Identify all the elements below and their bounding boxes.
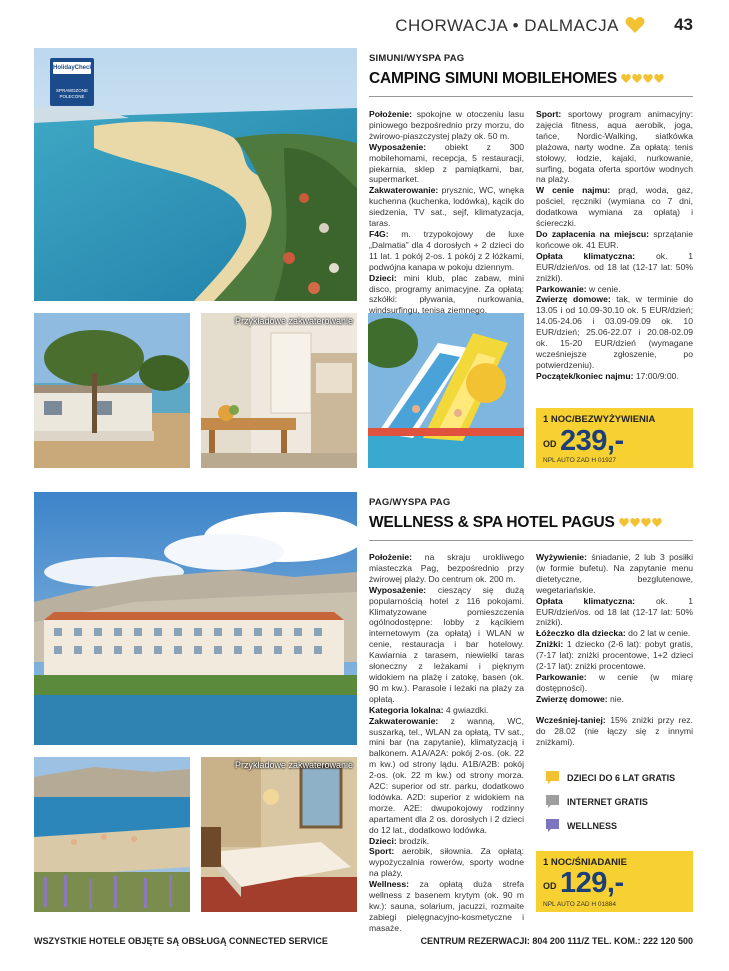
price-from: OD: [543, 439, 557, 449]
paragraph: Kategoria lokalna: 4 gwiazdki.: [369, 704, 489, 715]
price-from: OD: [543, 881, 557, 891]
hotel2-name: [369, 514, 663, 532]
hotel2-description-col1: [369, 552, 524, 934]
rating-hearts-icon: [619, 517, 663, 528]
paragraph: Zwierzę domowe: nie.: [536, 693, 624, 704]
page-number: 43: [674, 15, 693, 34]
hotel1-description-col1: [369, 109, 524, 316]
paragraph: Parkowanie: w cenie (w miarę dostępności).: [536, 671, 693, 693]
paragraph: Sport: sportowy program animacyjny: zajęcia fitness, aqua aerobik, joga, tańce, Nordic-Walking, siatkówka plażowa, narty wodne. Za opłatą: tenis stołowy, łodzie, kajaki, nurkowanie, surfing, bogata oferta sportów wodnych na plaży.: [536, 109, 693, 185]
paragraph: Do zapłacenia na miejscu: sprzątanie końcowe ok. 41 EUR.: [536, 228, 693, 250]
paragraph: Początek/koniec najmu: 17:00/9:00.: [536, 370, 679, 381]
badge-line1: SPRAWDZONE: [55, 88, 89, 93]
paragraph: Położenie: na skraju urokliwego miasteczka Pag, bezpośrednio przy żwirowej plaży. Do centrum ok. 200 m.: [369, 552, 524, 584]
hotel1-price-box: [536, 408, 693, 468]
internet-icon: [545, 794, 560, 809]
badge-brand: HolidayCheck: [53, 62, 91, 74]
paragraph: Zwierzę domowe: tak, w terminie do 13.05 i od 10.09-30.10 ok. 5 EUR/dzień; 14.05-24.06 i 03.09-09.09 ok. 10 EUR/dzień; 25.06-22.07 i 20.08-02.09 ok. 15-20 EUR/dzień (wymagane wcześniejsze zgłoszenie, po potwierdzeniu).: [536, 294, 694, 370]
hotel2-price-box: [536, 851, 693, 912]
price-code: NPL AUTO ZAD H 01927: [543, 457, 616, 464]
footer-left: WSZYSTKIE HOTELE OBJĘTE SĄ OBSŁUGĄ CONNECTED SERVICE: [34, 936, 328, 946]
price-amount: 129,-: [560, 867, 624, 899]
hotel1-region: SIMUNI/WYSPA PAG: [369, 53, 465, 64]
paragraph: Zniżki: 1 dziecko (2-6 lat): pobyt gratis, (7-17 lat): zniżki procentowe, 1+2 dzieci (2-17 lat): zniżki procentowe.: [536, 639, 693, 672]
paragraph: Opłata klimatyczna: ok. 1 EUR/dzień/os. od 18 lat (12-17 lat: 50% zniżki).: [536, 595, 693, 628]
paragraph: W cenie najmu: prąd, woda, gaz, pościel, ręczniki (wymiana co 7 dni, dodatkowa wymiana za opłatą) i ściereczki.: [536, 185, 693, 229]
hotel1-name: [369, 70, 665, 88]
price-amount: 239,-: [560, 425, 624, 457]
facility-kids-free: DZIECI DO 6 LAT GRATIS: [567, 773, 676, 783]
facility-internet: INTERNET GRATIS: [567, 797, 648, 807]
hotel1-aquapark-photo: [368, 313, 524, 468]
price-label: 1 NOC/BEZWYŻYWIENIA: [543, 414, 656, 425]
hotel1-mobilehome-photo: [34, 313, 190, 468]
holidaycheck-badge: [50, 58, 94, 106]
price-label: 1 NOC/ŚNIADANIE: [543, 857, 627, 868]
paragraph: Łóżeczko dla dziecka: do 2 lat w cenie.: [536, 628, 691, 639]
hotel1-rule: [369, 96, 693, 97]
hotel1-description-col2: [536, 109, 693, 382]
hotel1-photo-caption: Przykładowe zakwaterowanie: [234, 316, 353, 326]
wellness-icon: [545, 818, 560, 833]
heart-icon: [625, 16, 645, 34]
page-header-title: CHORWACJA • DALMACJA: [395, 16, 619, 35]
paragraph: Wellness: za opłatą duża strefa wellness z basenem krytym (ok. 90 m kw.): sauna, solarium, jacuzzi, rozmaite zabiegi pielęgnacyjno-kosmetyczne i masaże.: [369, 879, 524, 933]
paragraph: Wyżywienie: śniadanie, 2 lub 3 posiłki (w formie bufetu). Na zapytanie menu dietetyczne, bezglutenowe, wegetariańskie.: [536, 552, 693, 595]
hotel2-name-text: WELLNESS & SPA HOTEL PAGUS: [369, 514, 615, 531]
paragraph: F4G: m. trzypokojowy de luxe „Dalmatia” dla 4 dorosłych + 2 dzieci do 11 lat. 1 pokój 2-os. 1 pokój z 2 łóżkami, podwójna kanapa w pokoju dziennym.: [369, 228, 524, 272]
price-code: NPL AUTO ZAD H 01884: [543, 901, 616, 908]
hotel1-name-text: CAMPING SIMUNI MOBILEHOMES: [369, 70, 617, 87]
paragraph: Parkowanie: w cenie.: [536, 283, 621, 294]
paragraph: Opłata klimatyczna: ok. 1 EUR/dzień/os. od 18 lat (12-17 lat: 50% zniżki).: [536, 250, 693, 283]
footer-right: CENTRUM REZERWACJI: 804 200 111/Z TEL. KOM.: 222 120 500: [420, 936, 693, 946]
facility-wellness: WELLNESS: [567, 821, 618, 831]
paragraph: Wyposażenie: obiekt z 300 mobilehomami, recepcja, 5 restauracji, piekarnia, sklep z pamiątkami, bar, supermarket.: [369, 141, 524, 185]
paragraph: Dzieci: brodzik.: [369, 835, 430, 846]
hotel1-interior-photo: [201, 313, 357, 468]
hotel2-rule: [369, 540, 693, 541]
hotel2-beach-photo: [34, 757, 190, 912]
rating-hearts-icon: [621, 73, 665, 84]
paragraph: Zakwaterowanie: z wanną, WC, suszarką, tel., WLAN za opłatą, TV sat., mini bar (na zapytanie), klimatyzacją i balkonem. A1A/A2A: pokój 2-os. (ok. 22 m kw.) od strony lądu. A1B/A2B: pokój 2-os. (ok. 22 m kw.) od strony morza. A2C: superior od str. parku, dodatkowo lodówka. A2D: superior z widokiem na morze. A2E: dwupokojowy rodzinny apartament dla 2 os. dorosłych i 2 dzieci do 12 lat., dodatkowo lodówka.: [369, 715, 524, 835]
hotel2-description-col2: [536, 552, 693, 747]
paragraph: Wcześniej-taniej: 15% zniżki przy rez. do 28.02 (nie łączy się z innymi zniżkami).: [536, 714, 693, 747]
badge-line2: POLECONE: [59, 94, 85, 99]
paragraph: Sport: aerobik, siłownia. Za opłatą: wypożyczalnia rowerów, sporty wodne na plaży.: [369, 846, 524, 879]
hotel2-photo-caption: Przykładowe zakwaterowanie: [234, 760, 353, 770]
paragraph: Wyposażenie: cieszący się dużą popularnością hotel z 116 pokojami. Klimatyzowane pomieszczenia ogólnodostępne: lobby z kącikiem internetowym (za opłatą) i WLAN w cenie, restauracja i bar hotelowy. Kawiarnia z tarasem, niewielki taras słoneczny z leżakami i pięknym widokiem na plażę i zatokę, basen (ok. 90 m kw.). Parasole i leżaki na plaży za opłatą.: [369, 584, 524, 704]
hotel2-main-photo: [34, 492, 357, 745]
hotel2-room-photo: [201, 757, 357, 912]
kids-free-icon: [545, 770, 560, 785]
paragraph: Dzieci: mini klub, plac zabaw, mini disco, programy animacyjne. Za opłatą: szkółki: pływania, nurkowania, windsurfingu, tenisa ziemnego.: [369, 272, 524, 316]
paragraph: Położenie: spokojne w otoczeniu lasu piniowego bezpośrednio przy morzu, do żwirowo-piaszczystej plaży ok. 50 m.: [369, 109, 524, 141]
paragraph: Zakwaterowanie: prysznic, WC, wnęka kuchenna (kuchenka, lodówka), kącik do siedzenia, TV sat., sejf, klimatyzacja, taras.: [369, 185, 524, 229]
hotel2-region: PAG/WYSPA PAG: [369, 497, 451, 508]
